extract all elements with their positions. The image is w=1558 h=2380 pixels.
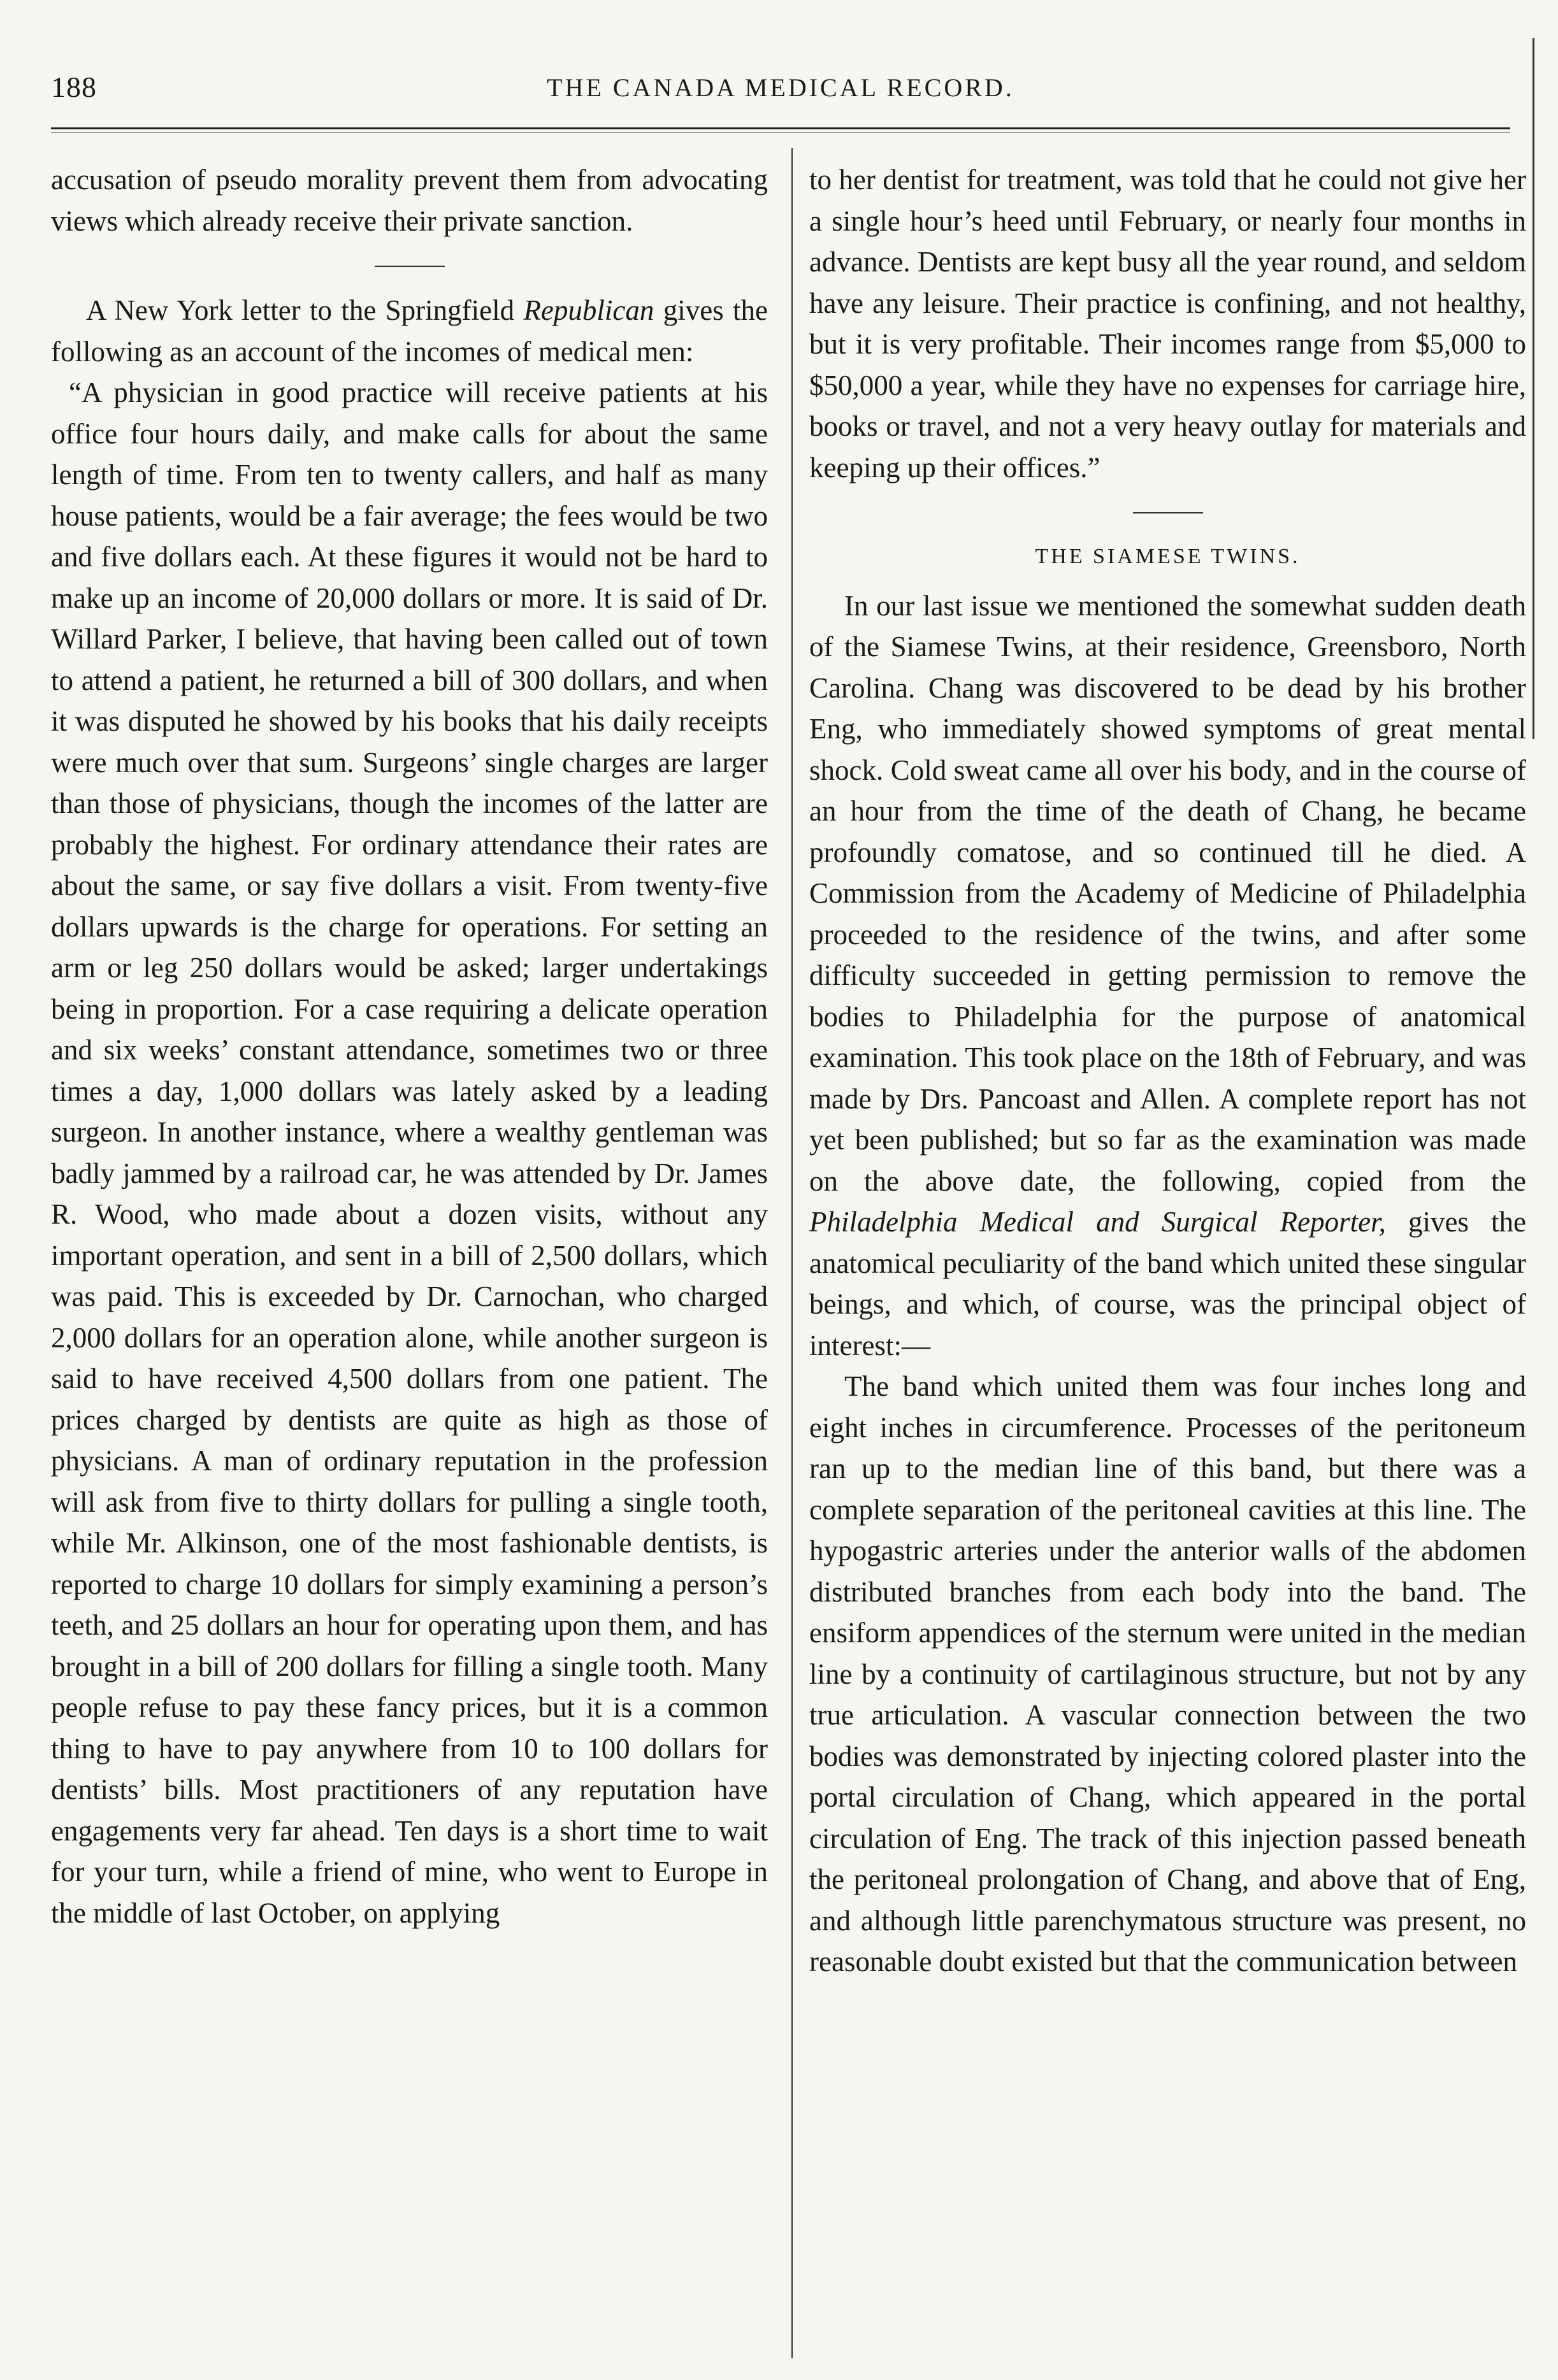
paragraph-band: The band which united them was four inches long and eight inches in circumference. Processes of the peritoneum ran up to the median line of this band, but there was a complete separation of the peritoneal cavities at this line. The hypogastric arteries under the anterior walls of the abdomen distributed branches from each body into the band. The ensiform appendices of the sternum were united in the median line by a continuity of cartilaginous structure, but not by any true articulation. A vascular connection between the two bodies was demonstrated by injecting colored plaster into the portal circulation of Chang, which appeared in the portal circulation of Eng. The track of this injection passed beneath the peritoneal prolongation of Chang, and above that of Eng, and although little parenchymatous structure was present, no reasonable doubt existed but that the communication between	[809, 1370, 1526, 1977]
paragraph-quote-continuation: to her dentist for treatment, was told that he could not give her a single hour’s heed until February, or nearly four months in advance. Dentists are kept busy all the year round, and seldom have any leisure. Their practice is confining, and not healthy, but it is very profitable. Their incomes range from $5,000 to $50,000 a year, while they have no expenses for carriage hire, books or travel, and not a very heavy outlay for materials and keeping up their offices.”	[809, 164, 1526, 484]
paragraph-intro	[51, 290, 768, 372]
intro-text-end: gives the following as an account of the incomes of medical men:	[51, 294, 768, 368]
page-header	[51, 70, 1510, 121]
paragraph-twins	[809, 585, 1526, 1366]
newspaper-name: Republican	[523, 294, 654, 326]
twins-text-start: In our last issue we mentioned the somewhat sudden death of the Siamese Twins, at their residence, Greensboro, North Carolina. Chang was discovered to be dead by his brother Eng, who immediately showed symptoms of great mental shock. Cold sweat came all over his body, and in the course of an hour from the time of the death of Chang, he became profoundly comatose, and so continued till he died. A Commission from the Academy of Medicine of Philadelphia proceeded to the residence of the twins, and after some difficulty succeeded in getting permission to remove the bodies to Philadelphia for the purpose of anatomical examination. This took place on the 18th of February, and was made by Drs. Pancoast and Allen. A complete report has not yet been published; but so far as the examination was made on the above date, the following, copied from the	[809, 589, 1526, 1197]
journal-name: Philadelphia Medical and Surgical Reporter,	[809, 1206, 1386, 1238]
paragraph-quote: “A physician in good practice will receive patients at his office four hours daily, and make calls for about the same length of time. From ten to twenty callers, and half as many house patients, would be a fair average; the fees would be two and five dollars each. At these figures it would not be hard to make up an income of 20,000 dollars or more. It is said of Dr. Willard Parker, I believe, that having been called out of town to attend a patient, he returned a bill of 300 dollars, and when it was disputed he showed by his books that his daily receipts were much over that sum. Surgeons’ single charges are larger than those of physicians, though the incomes of the latter are probably the highest. For ordinary attendance their rates are about the same, or say five dollars a visit. From twenty-five dollars upwards is the charge for operations. For setting an arm or leg 250 dollars would be asked; larger undertakings being in proportion. For a case requiring a delicate operation and six weeks’ constant attendance, sometimes two or three times a day, 1,000 dollars was lately asked by a leading surgeon. In another instance, where a wealthy gentleman was badly jammed by a railroad car, he was attended by Dr. James R. Wood, who made about a dozen visits, without any important operation, and sent in a bill of 2,500 dollars, which was paid. This is exceeded by Dr. Carnochan, who charged 2,000 dollars for an operation alone, while another surgeon is said to have received 4,500 dollars from one patient. The prices charged by dentists are quite as high as those of physicians. A man of ordinary reputation in the profession will ask from five to thirty dollars for pulling a single tooth, while Mr. Alkinson, one of the most fashionable dentists, is reported to charge 10 dollars for simply examining a person’s teeth, and 25 dollars an hour for operating upon them, and has brought in a bill of 200 dollars for filling a single tooth. Many people refuse to pay these fancy prices, but it is a common thing to have to pay anywhere from 10 to 100 dollars for dentists’ bills. Most practitioners of any reputation have engagements very far ahead. Ten days is a short time to wait for your turn, while a friend of mine, who went to Europe in the middle of last October, on applying	[51, 376, 768, 1929]
paragraph-continuation: accusation of pseudo morality prevent them from advocating views which already receive their private sanction.	[51, 164, 768, 237]
column-divider	[791, 148, 793, 2358]
left-column	[51, 159, 768, 1933]
page-edge-line	[1533, 38, 1534, 739]
section-heading: THE SIAMESE TWINS.	[1035, 545, 1301, 568]
header-rule	[51, 127, 1510, 129]
intro-text-start: A New York letter to the Springfield	[86, 294, 524, 326]
section-divider	[375, 266, 445, 267]
section-divider	[1133, 512, 1203, 513]
right-column	[809, 159, 1526, 1982]
twins-text-end: gives the anatomical peculiarity of the band which united these singular beings, and which, of course, was the principal object of interest:—	[809, 1206, 1526, 1361]
page-number: 188	[51, 71, 97, 103]
running-title: THE CANADA MEDICAL RECORD.	[547, 73, 1014, 102]
